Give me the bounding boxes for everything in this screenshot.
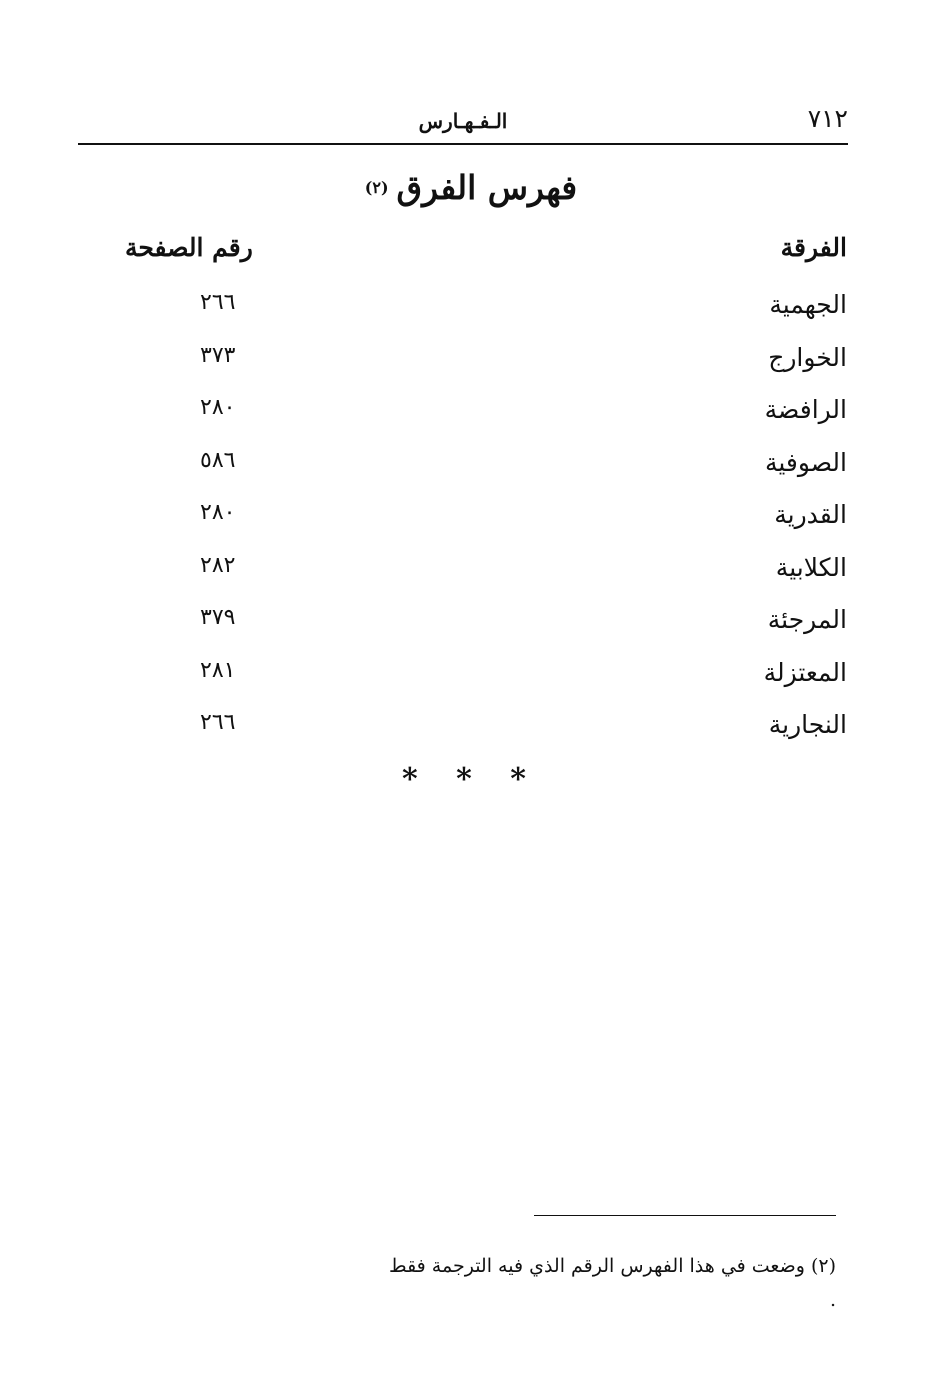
- index-entry: [200, 703, 847, 756]
- entry-page-number: ٢٨٠: [200, 500, 236, 525]
- section-separator: * * *: [402, 762, 540, 797]
- entry-name: الصوفية: [764, 447, 847, 477]
- entry-name: المعتزلة: [763, 657, 847, 687]
- running-header: [78, 104, 848, 144]
- column-header-page: رقم الصفحة: [125, 233, 253, 262]
- index-title: [0, 160, 942, 216]
- index-entry: [200, 493, 847, 546]
- entry-name: الرافضة: [764, 395, 847, 424]
- entry-page-number: ٢٦٦: [200, 710, 236, 735]
- entry-page-number: ٢٨٢: [200, 552, 236, 578]
- index-entry: [200, 598, 847, 651]
- column-header-sect: الفرقة: [780, 233, 847, 262]
- entry-page-number: ٣٧٣: [200, 342, 236, 368]
- index-entry: [200, 441, 847, 494]
- running-title: الـفـهـارس: [418, 109, 508, 133]
- index-entries: [200, 283, 847, 756]
- entry-name: الخوارج: [768, 342, 847, 372]
- footnote-reference: (٢): [364, 178, 389, 197]
- index-entry: [200, 336, 847, 389]
- footnote-text: (٢) وضعت في هذا الفهرس الرقم الذي فيه الترجمة فقط .: [389, 1255, 836, 1311]
- entry-page-number: ٣٧٩: [200, 605, 236, 630]
- index-entry: [200, 546, 847, 599]
- column-headers: [125, 226, 847, 270]
- entry-page-number: ٢٦٦: [200, 290, 236, 315]
- index-entry: [200, 651, 847, 704]
- entry-name: القدرية: [774, 500, 847, 529]
- footnote-rule: [534, 1215, 836, 1216]
- index-title-text: فهرس الفرق: [396, 168, 578, 207]
- entry-page-number: ٢٨٠: [200, 395, 236, 420]
- header-rule: [78, 143, 848, 145]
- entry-name: النجارية: [768, 710, 847, 739]
- entry-name: الجهمية: [769, 290, 847, 319]
- entry-name: الكلابية: [775, 552, 847, 582]
- index-entry: [200, 388, 847, 441]
- page-number: ٧١٢: [807, 104, 848, 133]
- index-entry: [200, 283, 847, 336]
- entry-page-number: ٥٨٦: [200, 447, 236, 473]
- entry-page-number: ٢٨١: [200, 657, 236, 683]
- entry-name: المرجئة: [767, 605, 847, 634]
